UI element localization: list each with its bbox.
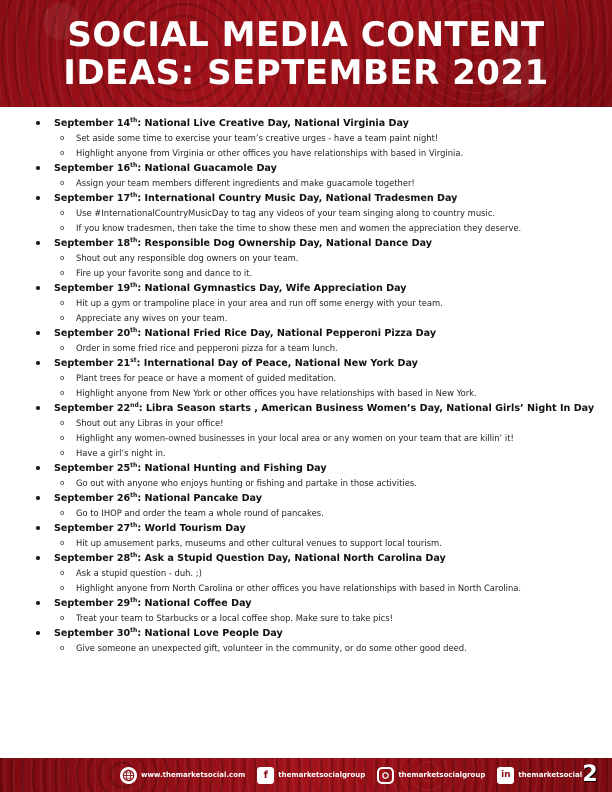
day-observances: : National Love People Day	[137, 628, 283, 639]
day-date: September 19	[54, 283, 131, 294]
day-date: September 29	[54, 598, 131, 609]
sub-bullet-icon: o	[60, 584, 65, 592]
page-title-line-1: SOCIAL MEDIA CONTENT	[67, 15, 545, 55]
idea-text: Order in some fried rice and pepperoni pizza for a team lunch.	[76, 343, 338, 353]
day-ordinal-suffix: th	[130, 116, 138, 124]
day-item	[34, 521, 590, 551]
day-date: September 21	[54, 358, 131, 369]
facebook-link[interactable]	[257, 767, 365, 784]
idea-item	[54, 146, 590, 161]
sub-bullet-icon: o	[60, 509, 65, 517]
idea-item	[54, 506, 590, 521]
day-heading	[54, 191, 590, 206]
idea-text: Treat your team to Starbucks or a local coffee shop. Make sure to take pics!	[76, 613, 393, 623]
day-heading	[54, 326, 590, 341]
day-date: September 16	[54, 163, 131, 174]
idea-text: Hit up amusement parks, museums and other cultural venues to support local tourism.	[76, 538, 442, 548]
day-observances: : Responsible Dog Ownership Day, National Dance Day	[137, 238, 433, 249]
idea-text: Shout out any Libras in your office!	[76, 418, 224, 428]
ideas-list	[34, 116, 595, 656]
bullet-icon	[36, 361, 40, 365]
idea-item	[54, 446, 590, 461]
idea-item	[54, 131, 590, 146]
day-heading	[54, 551, 590, 566]
day-heading	[54, 281, 590, 296]
linkedin-icon: in	[497, 767, 514, 784]
instagram-icon	[377, 767, 394, 784]
day-observances: : National Live Creative Day, National Virginia Day	[137, 118, 409, 129]
day-heading	[54, 356, 590, 371]
day-ordinal-suffix: th	[130, 491, 138, 499]
sub-bullet-icon: o	[60, 614, 65, 622]
day-observances: : National Gymnastics Day, Wife Appreciation Day	[137, 283, 407, 294]
sub-bullet-icon: o	[60, 299, 65, 307]
day-item	[34, 491, 590, 521]
day-item	[34, 281, 590, 326]
idea-text: Have a girl’s night in.	[76, 448, 166, 458]
day-date: September 22	[54, 403, 131, 414]
idea-item	[54, 341, 590, 356]
bullet-icon	[36, 196, 40, 200]
bullet-icon	[36, 526, 40, 530]
day-item	[34, 236, 590, 281]
sub-bullet-icon: o	[60, 539, 65, 547]
day-ordinal-suffix: th	[130, 281, 138, 289]
header-banner	[0, 0, 612, 107]
idea-text: Appreciate any wives on your team.	[76, 313, 228, 323]
bullet-icon	[36, 496, 40, 500]
bullet-icon	[36, 556, 40, 560]
sub-bullet-icon: o	[60, 314, 65, 322]
page-number: 2	[582, 762, 598, 787]
facebook-text: themarketsocialgroup	[278, 771, 366, 779]
idea-item	[54, 296, 590, 311]
day-date: September 27	[54, 523, 131, 534]
bullet-icon	[36, 406, 40, 410]
day-item	[34, 116, 590, 161]
idea-text: Highlight anyone from New York or other offices you have relationships with based in New York.	[76, 388, 477, 398]
footer-banner	[0, 758, 612, 792]
day-ordinal-suffix: th	[130, 236, 138, 244]
idea-text: Assign your team members different ingredients and make guacamole together!	[76, 178, 415, 188]
footer-links	[120, 765, 582, 785]
idea-text: Highlight anyone from Virginia or other offices you have relationships with based in Virginia.	[76, 148, 464, 158]
sub-bullet-icon: o	[60, 434, 65, 442]
day-ordinal-suffix: th	[130, 596, 138, 604]
idea-item	[54, 176, 590, 191]
day-observances: : National Fried Rice Day, National Pepperoni Pizza Day	[137, 328, 437, 339]
day-ordinal-suffix: st	[130, 356, 137, 364]
day-item	[34, 401, 595, 461]
day-heading	[54, 596, 590, 611]
bullet-icon	[36, 631, 40, 635]
day-item	[34, 161, 590, 191]
day-ordinal-suffix: th	[130, 551, 138, 559]
bullet-icon	[36, 286, 40, 290]
idea-item	[54, 311, 590, 326]
day-ordinal-suffix: th	[130, 461, 138, 469]
day-date: September 20	[54, 328, 131, 339]
bullet-icon	[36, 466, 40, 470]
idea-item	[54, 251, 590, 266]
day-heading	[54, 161, 590, 176]
day-item	[34, 191, 590, 236]
sub-bullet-icon: o	[60, 149, 65, 157]
idea-item	[54, 431, 590, 446]
sub-bullet-icon: o	[60, 449, 65, 457]
idea-item	[54, 416, 590, 431]
idea-item	[54, 611, 590, 626]
bullet-icon	[36, 241, 40, 245]
day-heading	[54, 461, 590, 476]
sub-bullet-icon: o	[60, 254, 65, 262]
day-heading	[54, 401, 595, 416]
idea-item	[54, 566, 590, 581]
globe-icon	[120, 767, 137, 784]
day-item	[34, 596, 590, 626]
idea-text: Highlight anyone from North Carolina or other offices you have relationships with based in North Carolina.	[76, 583, 522, 593]
bullet-icon	[36, 121, 40, 125]
day-date: September 14	[54, 118, 131, 129]
bullet-icon	[36, 601, 40, 605]
day-heading	[54, 521, 590, 536]
sub-bullet-icon: o	[60, 374, 65, 382]
sub-bullet-icon: o	[60, 134, 65, 142]
day-date: September 30	[54, 628, 131, 639]
page-title-line-2: IDEAS: SEPTEMBER 2021	[63, 53, 549, 93]
sub-bullet-icon: o	[60, 209, 65, 217]
day-observances: : National Hunting and Fishing Day	[137, 463, 327, 474]
day-ordinal-suffix: th	[130, 626, 138, 634]
day-ordinal-suffix: th	[130, 161, 138, 169]
sub-bullet-icon: o	[60, 224, 65, 232]
day-observances: : International Day of Peace, National New York Day	[136, 358, 418, 369]
idea-text: Highlight any women-owned businesses in your local area or any women on your team that are killin’ it!	[76, 433, 514, 443]
website-text: www.themarketsocial.com	[141, 771, 246, 779]
idea-text: Shout out any responsible dog owners on your team.	[76, 253, 299, 263]
sub-bullet-icon: o	[60, 269, 65, 277]
day-date: September 18	[54, 238, 131, 249]
page-title	[0, 16, 612, 92]
idea-item	[54, 386, 590, 401]
sub-bullet-icon: o	[60, 644, 65, 652]
facebook-icon: f	[257, 767, 274, 784]
day-date: September 25	[54, 463, 131, 474]
sub-bullet-icon: o	[60, 344, 65, 352]
day-heading	[54, 626, 590, 641]
day-observances: : National Pancake Day	[137, 493, 262, 504]
instagram-icon-glyph	[381, 771, 390, 780]
day-observances: : National Coffee Day	[137, 598, 252, 609]
sub-bullet-icon: o	[60, 569, 65, 577]
day-observances: : Ask a Stupid Question Day, National North Carolina Day	[137, 553, 446, 564]
day-observances: : National Guacamole Day	[137, 163, 277, 174]
day-ordinal-suffix: th	[130, 326, 138, 334]
instagram-link[interactable]	[377, 767, 485, 784]
linkedin-link[interactable]	[497, 767, 582, 784]
idea-text: Set aside some time to exercise your team’s creative urges - have a team paint night!	[76, 133, 439, 143]
day-ordinal-suffix: th	[130, 521, 138, 529]
idea-item	[54, 206, 590, 221]
idea-item	[54, 371, 590, 386]
idea-item	[54, 641, 590, 656]
idea-item	[54, 266, 590, 281]
day-item	[34, 356, 590, 401]
globe-icon-glyph	[122, 769, 135, 782]
day-ordinal-suffix: th	[130, 191, 138, 199]
idea-text: Hit up a gym or trampoline place in your area and run off some energy with your team.	[76, 298, 443, 308]
day-heading	[54, 236, 590, 251]
bullet-icon	[36, 166, 40, 170]
idea-text: Use #InternationalCountryMusicDay to tag any videos of your team singing along to country music.	[76, 208, 496, 218]
idea-text: Ask a stupid question - duh. ;)	[76, 568, 202, 578]
day-date: September 28	[54, 553, 131, 564]
idea-item	[54, 476, 590, 491]
day-date: September 26	[54, 493, 131, 504]
day-observances: : World Tourism Day	[137, 523, 246, 534]
day-item	[34, 626, 590, 656]
idea-item	[54, 536, 590, 551]
day-observances: : International Country Music Day, National Tradesmen Day	[137, 193, 458, 204]
day-item	[34, 551, 590, 596]
idea-text: Go out with anyone who enjoys hunting or fishing and partake in those activities.	[76, 478, 417, 488]
idea-text: Go to IHOP and order the team a whole round of pancakes.	[76, 508, 324, 518]
day-ordinal-suffix: nd	[130, 401, 139, 409]
idea-item	[54, 221, 590, 236]
idea-text: If you know tradesmen, then take the time to show these men and women the appreciation they deserve.	[76, 223, 522, 233]
sub-bullet-icon: o	[60, 479, 65, 487]
website-link[interactable]	[120, 767, 245, 784]
day-item	[34, 326, 590, 356]
instagram-text: themarketsocialgroup	[398, 771, 486, 779]
idea-text: Plant trees for peace or have a moment of guided meditation.	[76, 373, 337, 383]
sub-bullet-icon: o	[60, 179, 65, 187]
day-heading	[54, 116, 590, 131]
sub-bullet-icon: o	[60, 389, 65, 397]
idea-text: Give someone an unexpected gift, volunteer in the community, or do some other good deed.	[76, 643, 467, 653]
day-observances: : Libra Season starts , American Business Women’s Day, National Girls’ Night In Day	[138, 403, 595, 414]
day-heading	[54, 491, 590, 506]
bullet-icon	[36, 331, 40, 335]
day-date: September 17	[54, 193, 131, 204]
day-item	[34, 461, 590, 491]
linkedin-text: themarketsocial	[518, 771, 583, 779]
idea-text: Fire up your favorite song and dance to it.	[76, 268, 253, 278]
idea-item	[54, 581, 590, 596]
sub-bullet-icon: o	[60, 419, 65, 427]
